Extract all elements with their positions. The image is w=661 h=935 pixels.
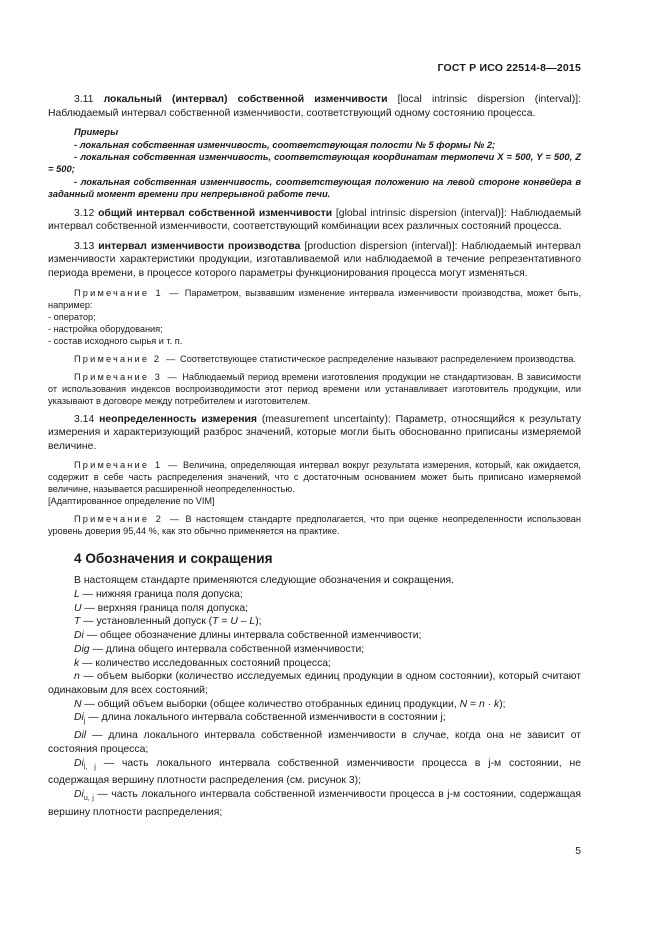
examples-block — [48, 126, 581, 200]
term-definition: Наблюдаемый интервал изменчивости характеристики продукции, изготавливаемой или наблюдаемой в течение репрезентативного периода времени, в процессе которого параметры функционирования процесса могут изменяться. — [48, 240, 581, 279]
symbol-item: Dil — длина локального интервала собственной изменчивости в случае, когда она не зависит от состояния процесса; — [48, 730, 581, 755]
note-label: Примечание 2 — — [74, 514, 182, 525]
symbol-item: Dig — длина общего интервала собственной изменчивости; — [74, 643, 365, 655]
note-label: Примечание 1 — — [74, 460, 180, 471]
note-item: - оператор; — [48, 311, 96, 322]
note-text: Величина, определяющая интервал вокруг результата измерения, который, как ожидается, содержит в себе часть распределения значений, что с достаточным основанием может быть приписано измеряемой величине, называется расширенной неопределенностью. — [48, 460, 581, 495]
symbol-item: L — нижняя граница поля допуска; — [74, 589, 243, 601]
note-item: - состав исходного сырья и т. п. — [48, 335, 183, 346]
term-english: [production dispersion (interval)]: — [304, 240, 458, 252]
term-english: [local intrinsic dispersion (interval)]: — [397, 94, 581, 105]
examples-title: Примеры — [74, 126, 119, 138]
term-3-11 — [48, 93, 581, 120]
symbol-item: k — количество исследованных состояний процесса; — [74, 657, 331, 669]
term-3-12 — [48, 207, 581, 234]
symbols-list — [48, 574, 581, 819]
term-name: локальный (интервал) собственной изменчивости — [103, 94, 388, 105]
symbol-item: Di — общее обозначение длины интервала собственной изменчивости; — [74, 630, 422, 642]
term-name: общий интервал собственной изменчивости — [98, 207, 333, 219]
term-definition: Параметр, относящийся к результату измерения и характеризующий разброс значений, которые могли быть обоснованно приписаны измеряемой величине. — [48, 413, 582, 452]
example-2: - локальная собственная изменчивость, соответствующая координатам термопечи X = 500, Y = 500, Z = 500; — [48, 151, 581, 175]
term-number: 3.12 — [74, 207, 95, 219]
note-label: Примечание 2 — — [74, 353, 178, 364]
note-item: - настройка оборудования; — [48, 323, 163, 334]
symbol-item: T — установленный допуск (T = U – L); — [74, 616, 262, 628]
term-number: 3.11 — [74, 94, 94, 105]
term-3-14 — [48, 413, 581, 454]
term-name: неопределенность измерения — [99, 413, 257, 425]
note-text: Соответствующее статистическое распределение называют распределением производства. — [179, 353, 576, 364]
example-3: - локальная собственная изменчивость, соответствующая положению на левой стороне конвейера в заданный момент времени при непрерывной работе печи. — [48, 175, 581, 200]
note-text: В настоящем стандарте предполагается, что при оценке неопределенности использован уровень доверия 95,44 %, как это обычно применяется на практике. — [48, 514, 581, 537]
note-text: Параметром, вызвавшим изменение интервала изменчивости производства, может быть, например: — [48, 287, 581, 310]
note-3-14-1 — [48, 459, 581, 507]
symbol-item: U — верхняя граница поля допуска; — [74, 602, 249, 614]
symbol-item: N — общий объем выборки (общее количество отобранных единиц продукции, N = n · k); — [74, 698, 506, 710]
page-number: 5 — [575, 846, 581, 857]
note-3-13-1 — [48, 287, 581, 347]
symbol-item: $Di_{l, j}$ — часть локального интервала собственной изменчивости процесса в j-м состоянии, не содержащая вершину плотности распределения (см. рисунок 3); — [48, 757, 582, 787]
note-3-13-2 — [48, 353, 581, 365]
example-1: - локальная собственная изменчивость, соответствующая полости № 5 формы № 2; — [74, 138, 496, 150]
term-english: (measurement uncertainty): — [261, 413, 391, 425]
symbol-item: n — объем выборки (количество исследуемых единиц продукции в одном состоянии), который считают одинаковым для всех состояний; — [48, 671, 581, 696]
term-number: 3.14 — [74, 413, 95, 425]
term-english: [global intrinsic dispersion (interval)]: — [335, 207, 507, 219]
term-definition: Наблюдаемый интервал собственной изменчивости, соответствующий комбинации всех различных состояний процесса. — [48, 207, 582, 233]
note-3-14-2 — [48, 513, 581, 537]
note-text: Наблюдаемый период времени изготовления продукции не стандартизован. В зависимости от использования индексов воспроизводимости этот период времени или устанавливает изготовитель продукции, или указывают в договоре между потребителем и изготовителем. — [48, 371, 581, 406]
note-label: Примечание 3 — — [74, 371, 179, 382]
note-label: Примечание 1 — — [74, 287, 181, 298]
symbol-item: $Di_{u, j}$ — часть локального интервала собственной изменчивости процесса в j-м состоянии, содержащая вершину плотности распределения; — [48, 789, 581, 818]
note-adapted: [Адаптированное определение по VIM] — [48, 496, 215, 507]
term-definition: Наблюдаемый интервал собственной изменчивости, соответствующий одному состоянию процесса. — [48, 107, 536, 119]
document-header: ГОСТ Р ИСО 22514-8—2015 — [437, 62, 581, 74]
section-4-title: 4 Обозначения и сокращения — [74, 551, 273, 567]
term-3-13 — [48, 240, 581, 281]
term-number: 3.13 — [74, 240, 95, 252]
symbol-item: $Di_j$ — длина локального интервала собственной изменчивости в состоянии j; — [74, 712, 446, 726]
term-name: интервал изменчивости производства — [98, 240, 301, 252]
note-3-13-3 — [48, 371, 581, 407]
page-content — [48, 93, 581, 820]
section-intro: В настоящем стандарте применяются следующие обозначения и сокращения. — [74, 575, 455, 587]
